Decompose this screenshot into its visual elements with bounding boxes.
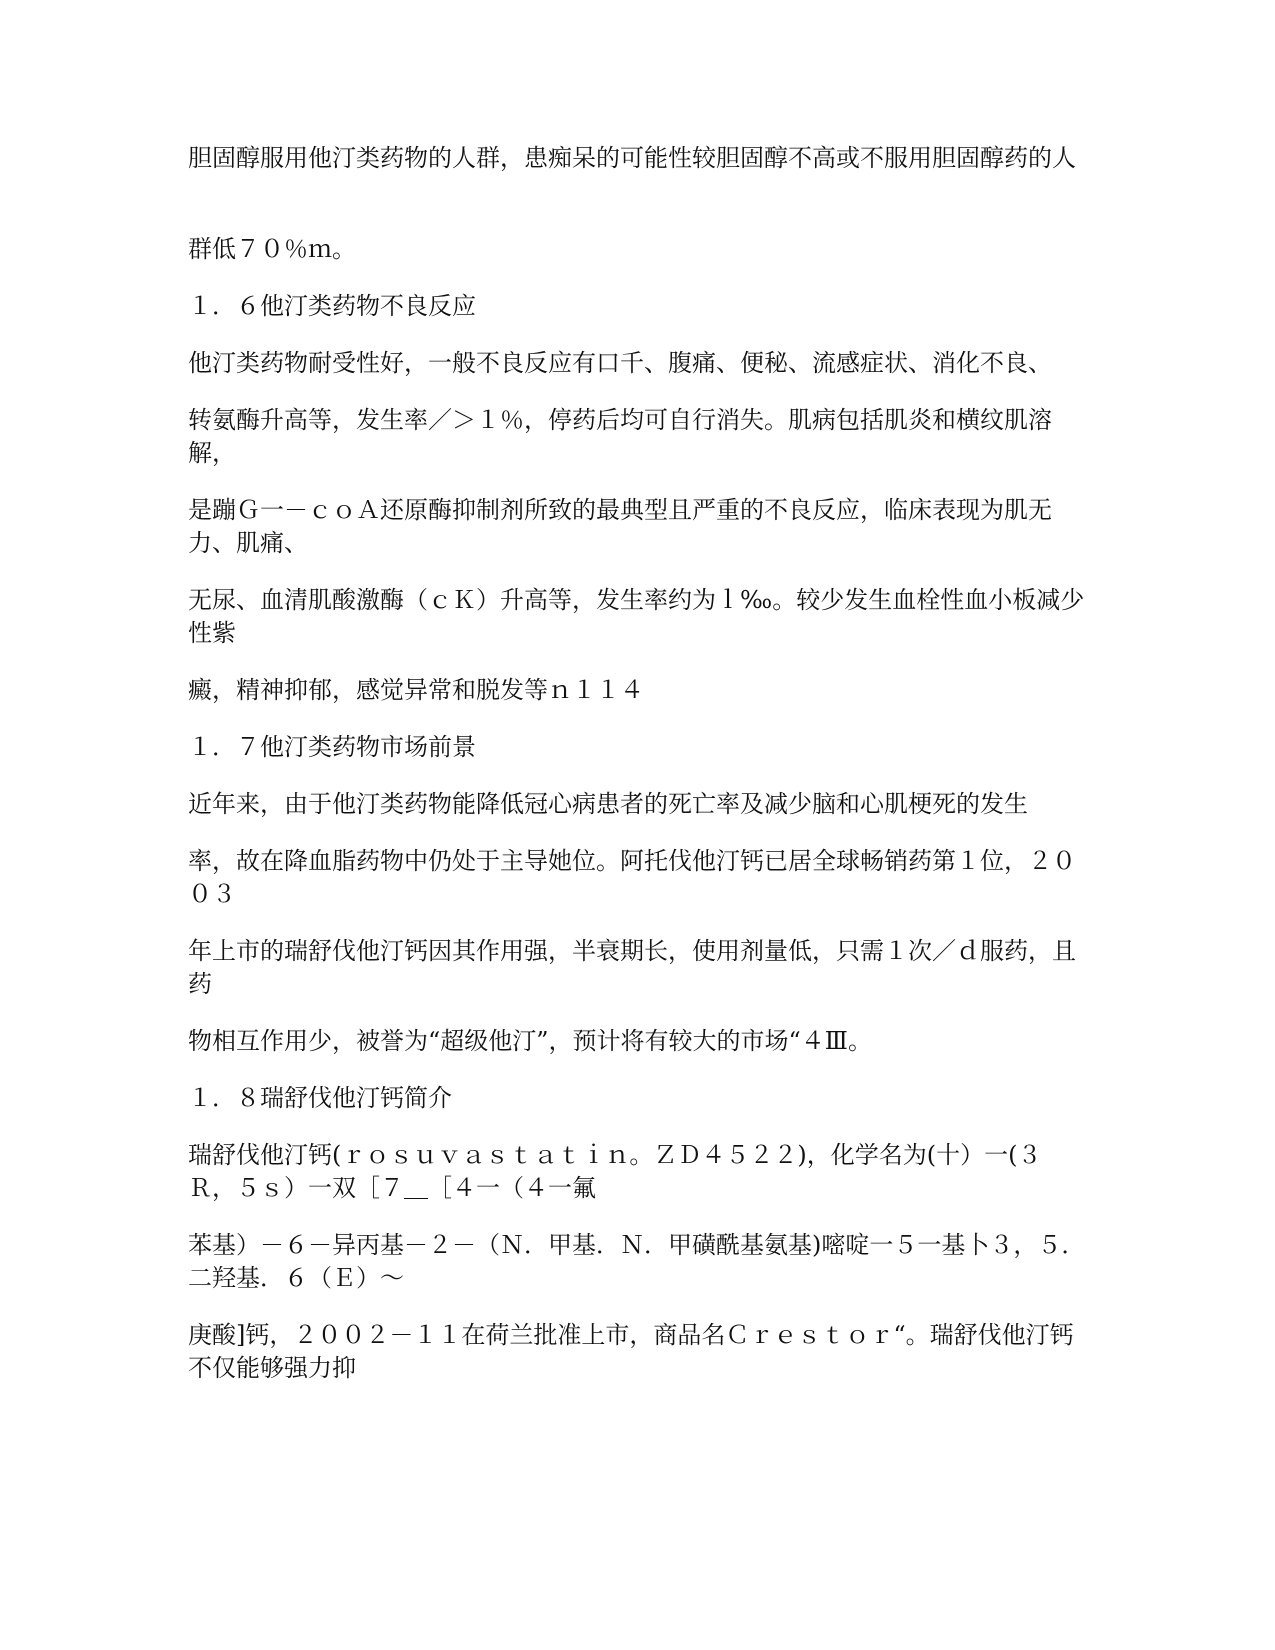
paragraph-rosuvastatin-2: 苯基）－６－异丙基－２－（Ｎ．甲基．Ｎ．甲磺酰基氨基)嘧啶一５一基卜３，５．二羟基．６（Ｅ）～ [188,1231,1086,1292]
section-heading-rosuvastatin-intro: １．８瑞舒伐他汀钙简介 [188,1084,452,1112]
paragraph-dementia-risk: 胆固醇服用他汀类药物的人群，患痴呆的可能性较胆固醇不高或不服用胆固醇药的人 [188,144,1076,172]
section-heading-adverse-reactions: １．６他汀类药物不良反应 [188,292,476,320]
paragraph-adverse-3: 是蹦Ｇ一－ｃｏＡ还原酶抑制剂所致的最典型且严重的不良反应，临床表现为肌无力、肌痛、 [188,496,1052,557]
section-heading-market-prospects: １．７他汀类药物市场前景 [188,733,476,761]
paragraph-market-3: 年上市的瑞舒伐他汀钙因其作用强，半衰期长，使用剂量低，只需１次／ｄ服药，且药 [188,937,1076,998]
paragraph-adverse-5: 癜，精神抑郁，感觉异常和脱发等ｎ１１４ [188,676,644,704]
paragraph-market-1: 近年来，由于他汀类药物能降低冠心病患者的死亡率及减少脑和心肌梗死的发生 [188,790,1028,818]
paragraph-dementia-risk-cont: 群低７０％ｍ。 [188,235,356,263]
paragraph-adverse-1: 他汀类药物耐受性好，一般不良反应有口千、腹痛、便秘、流感症状、消化不良、 [188,349,1052,377]
paragraph-adverse-2: 转氨酶升高等，发生率／＞１％，停药后均可自行消失。肌病包括肌炎和横纹肌溶解， [188,406,1052,467]
paragraph-adverse-4: 无尿、血清肌酸激酶（ｃＫ）升高等，发生率约为ｌ‰。较少发生血栓性血小板减少性紫 [188,586,1085,647]
paragraph-rosuvastatin-1: 瑞舒伐他汀钙(ｒｏｓｕｖａｓｔａｔｉｎ。ＺＤ４５２２)，化学名为(十）一(３Ｒ，５ｓ）一双［７＿［４一（４一氟 [188,1141,1042,1202]
paragraph-market-4: 物相互作用少，被誉为“超级他汀”，预计将有较大的市场“４Ⅲ。 [188,1027,872,1055]
paragraph-market-2: 率，故在降血脂药物中仍处于主导她位。阿托伐他汀钙已居全球畅销药第１位，２００３ [188,847,1076,908]
paragraph-rosuvastatin-3: 庚酸]钙，２００２－１１在荷兰批准上市，商品名Ｃｒｅｓｔｏｒ“。瑞舒伐他汀钙不仅能够强力抑 [188,1321,1074,1382]
